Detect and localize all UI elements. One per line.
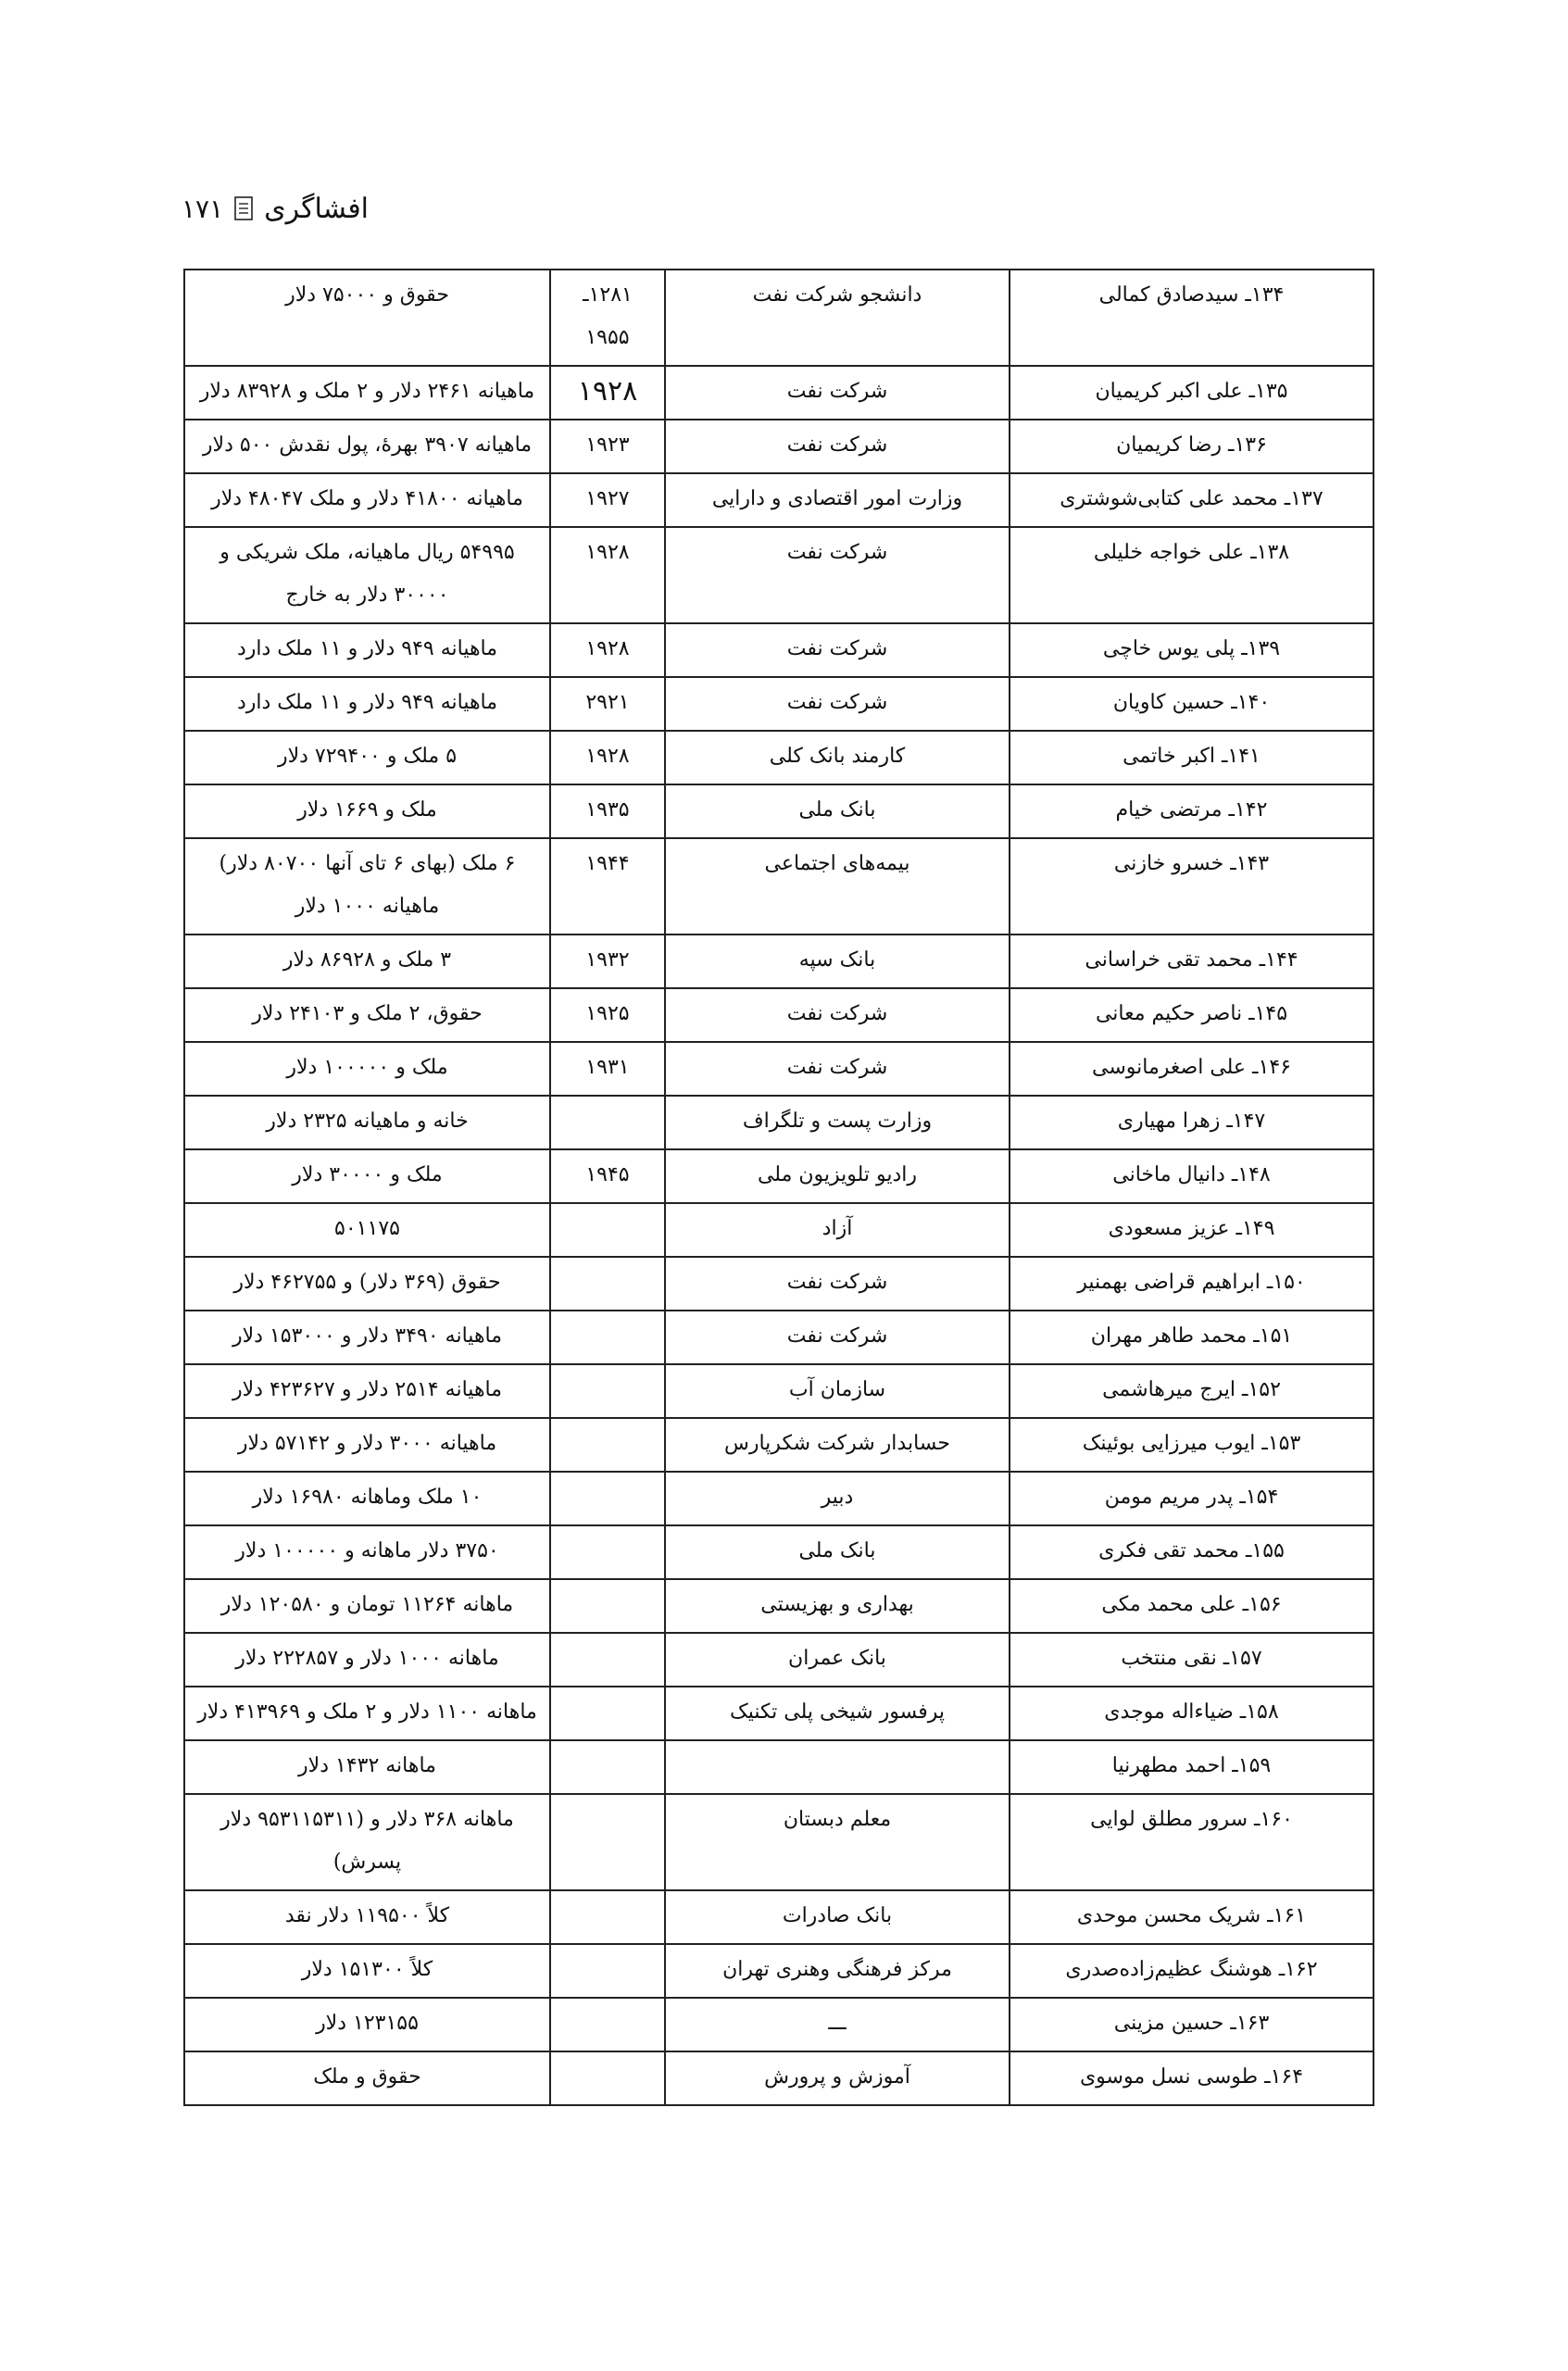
cell-compensation: کلاً ۱۵۱۳۰۰ دلار: [184, 1944, 550, 1998]
cell-organization: کارمند بانک کلی: [665, 731, 1010, 784]
page-number: ۱۷۱: [182, 193, 224, 224]
cell-year: ۱۹۳۲: [550, 935, 665, 988]
cell-name: ۱۴۲ـ مرتضی خیام: [1010, 784, 1374, 838]
cell-name: ۱۴۳ـ خسرو خازنی: [1010, 838, 1374, 935]
table-row: [184, 366, 1374, 420]
cell-name: ۱۵۶ـ علی محمد مکی: [1010, 1579, 1374, 1633]
cell-compensation: ماهانه ۱۱۰۰ دلار و ۲ ملک و ۴۱۳۹۶۹ دلار: [184, 1687, 550, 1740]
table-row: [184, 1944, 1374, 1998]
cell-name: ۱۳۶ـ رضا کریمیان: [1010, 420, 1374, 473]
cell-name: ۱۵۳ـ ایوب میرزایی بوئینک: [1010, 1418, 1374, 1472]
cell-year: ۱۹۲۸: [550, 731, 665, 784]
cell-name: ۱۴۹ـ عزیز مسعودی: [1010, 1203, 1374, 1257]
cell-name: ۱۴۵ـ ناصر حکیم معانی: [1010, 988, 1374, 1042]
cell-year: [550, 1257, 665, 1311]
cell-organization: بانک عمران: [665, 1633, 1010, 1687]
table-row: [184, 1579, 1374, 1633]
table-row: [184, 270, 1374, 366]
cell-compensation: ماهیانه ۴۱۸۰۰ دلار و ملک ۴۸۰۴۷ دلار: [184, 473, 550, 527]
cell-year: [550, 1794, 665, 1890]
assets-table: [183, 269, 1374, 2106]
cell-year: [550, 1096, 665, 1149]
cell-name: ۱۵۸ـ ضیاءاله موجدی: [1010, 1687, 1374, 1740]
cell-year: [550, 1472, 665, 1525]
table-row: [184, 1890, 1374, 1944]
cell-organization: معلم دبستان: [665, 1794, 1010, 1890]
cell-organization: بانک ملی: [665, 1525, 1010, 1579]
cell-name: ۱۶۴ـ طوسی نسل موسوی: [1010, 2051, 1374, 2105]
table-row: [184, 1472, 1374, 1525]
cell-organization: شرکت نفت: [665, 420, 1010, 473]
cell-name: ۱۶۱ـ شریک محسن موحدی: [1010, 1890, 1374, 1944]
cell-compensation: ۱۲۳۱۵۵ دلار: [184, 1998, 550, 2051]
cell-name: ۱۳۷ـ محمد علی کتابی‌شوشتری: [1010, 473, 1374, 527]
cell-compensation: ماهیانه ۲۴۶۱ دلار و ۲ ملک و ۸۳۹۲۸ دلار: [184, 366, 550, 420]
cell-organization: ـــ: [665, 1998, 1010, 2051]
cell-year: ۱۲۸۱ـ ۱۹۵۵: [550, 270, 665, 366]
cell-compensation: ملک و ۳۰۰۰۰ دلار: [184, 1149, 550, 1203]
table-row: [184, 1418, 1374, 1472]
cell-year: ۱۹۳۵: [550, 784, 665, 838]
cell-compensation: حقوق، ۲ ملک و ۲۴۱۰۳ دلار: [184, 988, 550, 1042]
page-header: [182, 185, 422, 232]
table-row: [184, 473, 1374, 527]
cell-compensation: ماهیانه ۲۵۱۴ دلار و ۴۲۳۶۲۷ دلار: [184, 1364, 550, 1418]
cell-year: [550, 1944, 665, 1998]
cell-year: [550, 1633, 665, 1687]
cell-name: ۱۶۲ـ هوشنگ عظیم‌زاده‌صدری: [1010, 1944, 1374, 1998]
cell-name: ۱۴۴ـ محمد تقی خراسانی: [1010, 935, 1374, 988]
table-row: [184, 1364, 1374, 1418]
cell-compensation: حقوق (۳۶۹ دلار) و ۴۶۲۷۵۵ دلار: [184, 1257, 550, 1311]
cell-name: ۱۴۶ـ علی اصغرمانوسی: [1010, 1042, 1374, 1096]
cell-organization: وزارت پست و تلگراف: [665, 1096, 1010, 1149]
cell-compensation: ماهانه ۱۱۲۶۴ تومان و ۱۲۰۵۸۰ دلار: [184, 1579, 550, 1633]
cell-name: ۱۴۱ـ اکبر خاتمی: [1010, 731, 1374, 784]
table-row: [184, 1257, 1374, 1311]
cell-compensation: ۵۰۱۱۷۵: [184, 1203, 550, 1257]
cell-organization: بانک سپه: [665, 935, 1010, 988]
cell-year: ۱۹۲۸: [550, 527, 665, 623]
cell-compensation: ۳۷۵۰ دلار ماهانه و ۱۰۰۰۰۰ دلار: [184, 1525, 550, 1579]
cell-organization: بیمه‌های اجتماعی: [665, 838, 1010, 935]
cell-year: ۱۹۲۷: [550, 473, 665, 527]
cell-name: ۱۵۹ـ احمد مطهرنیا: [1010, 1740, 1374, 1794]
table-row: [184, 838, 1374, 935]
table-row: [184, 527, 1374, 623]
cell-organization: بهداری و بهزیستی: [665, 1579, 1010, 1633]
cell-name: ۱۳۵ـ علی اکبر کریمیان: [1010, 366, 1374, 420]
cell-name: ۱۳۹ـ پلی یوس خاچی: [1010, 623, 1374, 677]
cell-name: ۱۴۷ـ زهرا مهیاری: [1010, 1096, 1374, 1149]
cell-compensation: ۵۴۹۹۵ ریال ماهیانه، ملک شریکی و ۳۰۰۰۰ دلار به خارج: [184, 527, 550, 623]
cell-organization: حسابدار شرکت شکرپارس: [665, 1418, 1010, 1472]
cell-name: ۱۶۰ـ سرور مطلق لوایی: [1010, 1794, 1374, 1890]
cell-compensation: خانه و ماهیانه ۲۳۲۵ دلار: [184, 1096, 550, 1149]
cell-name: ۱۶۳ـ حسین مزینی: [1010, 1998, 1374, 2051]
table-row: [184, 988, 1374, 1042]
cell-year: [550, 1525, 665, 1579]
cell-organization: سازمان آب: [665, 1364, 1010, 1418]
table-row: [184, 784, 1374, 838]
cell-organization: شرکت نفت: [665, 1257, 1010, 1311]
cell-name: ۱۵۵ـ محمد تقی فکری: [1010, 1525, 1374, 1579]
cell-compensation: ملک و ۱۰۰۰۰۰ دلار: [184, 1042, 550, 1096]
cell-organization: بانک ملی: [665, 784, 1010, 838]
cell-name: ۱۵۷ـ نقی منتخب: [1010, 1633, 1374, 1687]
table-row: [184, 935, 1374, 988]
table-row: [184, 623, 1374, 677]
cell-compensation: ملک و ۱۶۶۹ دلار: [184, 784, 550, 838]
cell-name: ۱۴۰ـ حسین کاویان: [1010, 677, 1374, 731]
cell-year: ۱۹۲۳: [550, 420, 665, 473]
cell-year: [550, 1364, 665, 1418]
table-row: [184, 1687, 1374, 1740]
cell-year: ۱۹۲۸: [550, 623, 665, 677]
cell-year: [550, 2051, 665, 2105]
cell-compensation: ماهیانه ۹۴۹ دلار و ۱۱ ملک دارد: [184, 623, 550, 677]
cell-organization: دبیر: [665, 1472, 1010, 1525]
cell-organization: بانک صادرات: [665, 1890, 1010, 1944]
cell-name: ۱۳۸ـ علی خواجه خلیلی: [1010, 527, 1374, 623]
cell-name: ۱۵۲ـ ایرج میرهاشمی: [1010, 1364, 1374, 1418]
cell-compensation: ماهیانه ۹۴۹ دلار و ۱۱ ملک دارد: [184, 677, 550, 731]
table-row: [184, 1149, 1374, 1203]
cell-organization: مرکز فرهنگی وهنری تهران: [665, 1944, 1010, 1998]
cell-organization: آموزش و پرورش: [665, 2051, 1010, 2105]
cell-compensation: کلاً ۱۱۹۵۰۰ دلار نقد: [184, 1890, 550, 1944]
table-row: [184, 1794, 1374, 1890]
cell-year: ۱۹۲۸: [550, 366, 665, 420]
cell-year: [550, 1740, 665, 1794]
cell-compensation: ماهیانه ۳۹۰۷ بهرهٔ، پول نقدش ۵۰۰ دلار: [184, 420, 550, 473]
cell-year: ۱۹۴۵: [550, 1149, 665, 1203]
table-row: [184, 1311, 1374, 1364]
table-row: [184, 420, 1374, 473]
cell-compensation: ۳ ملک و ۸۶۹۲۸ دلار: [184, 935, 550, 988]
cell-organization: شرکت نفت: [665, 1311, 1010, 1364]
cell-year: ۲۹۲۱: [550, 677, 665, 731]
table-row: [184, 2051, 1374, 2105]
cell-year: ۱۹۴۴: [550, 838, 665, 935]
cell-year: ۱۹۲۵: [550, 988, 665, 1042]
cell-organization: شرکت نفت: [665, 527, 1010, 623]
cell-year: [550, 1579, 665, 1633]
cell-organization: شرکت نفت: [665, 988, 1010, 1042]
cell-name: ۱۵۱ـ محمد طاهر مهران: [1010, 1311, 1374, 1364]
cell-compensation: ماهیانه ۳۰۰۰ دلار و ۵۷۱۴۲ دلار: [184, 1418, 550, 1472]
cell-compensation: حقوق و ملک: [184, 2051, 550, 2105]
cell-year: ۱۹۳۱: [550, 1042, 665, 1096]
cell-organization: شرکت نفت: [665, 623, 1010, 677]
cell-compensation: ماهانه ۱۰۰۰ دلار و ۲۲۲۸۵۷ دلار: [184, 1633, 550, 1687]
cell-organization: شرکت نفت: [665, 1042, 1010, 1096]
cell-organization: دانشجو شرکت نفت: [665, 270, 1010, 366]
cell-year: [550, 1203, 665, 1257]
cell-compensation: ماهانه ۳۶۸ دلار و (۹۵۳۱۱۵۳۱۱ دلار پسرش): [184, 1794, 550, 1890]
table-row: [184, 1203, 1374, 1257]
cell-compensation: ماهانه ۱۴۳۲ دلار: [184, 1740, 550, 1794]
cell-organization: شرکت نفت: [665, 366, 1010, 420]
table-row: [184, 1740, 1374, 1794]
cell-organization: آزاد: [665, 1203, 1010, 1257]
cell-organization: پرفسور شیخی پلی تکنیک: [665, 1687, 1010, 1740]
cell-year: [550, 1890, 665, 1944]
running-title: افشاگری: [264, 192, 370, 225]
cell-year: [550, 1998, 665, 2051]
table-row: [184, 1096, 1374, 1149]
cell-compensation: ۵ ملک و ۷۲۹۴۰۰ دلار: [184, 731, 550, 784]
table-row: [184, 1525, 1374, 1579]
cell-year: [550, 1687, 665, 1740]
cell-organization: شرکت نفت: [665, 677, 1010, 731]
table-row: [184, 1042, 1374, 1096]
cell-organization: رادیو تلویزیون ملی: [665, 1149, 1010, 1203]
cell-organization: وزارت امور اقتصادی و دارایی: [665, 473, 1010, 527]
table-row: [184, 731, 1374, 784]
cell-year: [550, 1418, 665, 1472]
cell-compensation: ۱۰ ملک وماهانه ۱۶۹۸۰ دلار: [184, 1472, 550, 1525]
cell-compensation: ۶ ملک (بهای ۶ تای آنها ۸۰۷۰۰ دلار) ماهیانه ۱۰۰۰ دلار: [184, 838, 550, 935]
cell-name: ۱۳۴ـ سیدصادق کمالی: [1010, 270, 1374, 366]
table-row: [184, 677, 1374, 731]
cell-name: ۱۴۸ـ دانیال ماخانی: [1010, 1149, 1374, 1203]
cell-name: ۱۵۴ـ پدر مریم مومن: [1010, 1472, 1374, 1525]
cell-organization: [665, 1740, 1010, 1794]
table-row: [184, 1998, 1374, 2051]
cell-compensation: حقوق و ۷۵۰۰۰ دلار: [184, 270, 550, 366]
cell-name: ۱۵۰ـ ابراهیم قراضی بهمنیر: [1010, 1257, 1374, 1311]
cell-compensation: ماهیانه ۳۴۹۰ دلار و ۱۵۳۰۰۰ دلار: [184, 1311, 550, 1364]
cell-year: [550, 1311, 665, 1364]
table-row: [184, 1633, 1374, 1687]
document-icon: [234, 196, 253, 220]
